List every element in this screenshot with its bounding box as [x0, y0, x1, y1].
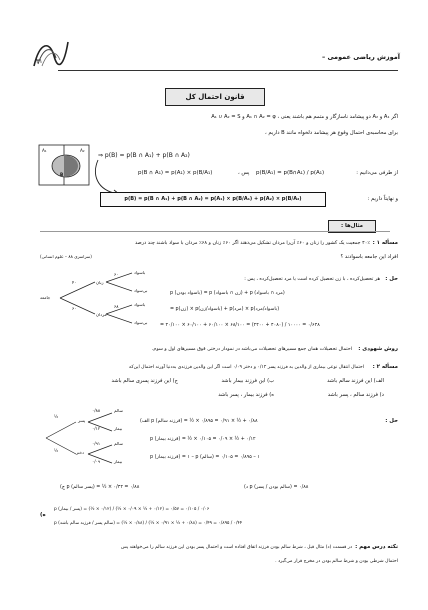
tree2-girl-sick: بیمار: [114, 459, 123, 464]
problem-2-part-b: ب) این فرزند بیمار باشد: [221, 378, 274, 384]
venn-label-a1: A₁: [42, 148, 47, 153]
solution-2-part-e: p (پسر / بیمار) = (½ × ۰/۱۲) / (½ × ۰/۱۲ + ½ × ۰/۰۹) = ۰/۰۶ / ۰/۱۰۵ = ۰/۵۷: [54, 507, 210, 512]
page-header-title: آموزش ریاضی عمومی –: [321, 53, 400, 61]
tree1-p-women-literate: ۶۰: [114, 272, 119, 277]
solution-2-part-e2: p (سالم پسر / فرزند سالم باشد) = (½ × ۰/۸۸) / (½ × ۰/۸۸ + ½ × ۰/۹۱) = ۰/۴۴ / ۰/۸۹۵ = ۰/۴۹: [54, 521, 243, 526]
formula-note: از طرفی می‌دانیم :: [356, 170, 398, 176]
tree-diagram-2: [40, 408, 123, 468]
tree1-p-men: ۶۰: [72, 306, 77, 311]
tree1-men-literate: باسواد: [134, 302, 146, 307]
tree-diagram-1: [40, 268, 150, 328]
solution-2-part-b: p (فرزند بیمار) = ½ × ۰/۱۲ + ½ × ۰/۰۹ = ۰/۱۰۵: [150, 437, 256, 442]
problem-2-part-a: الف) این فرزند سالم باشد: [327, 378, 384, 384]
solution-1-intro: هر تحصیل‌کرده ، با زن تحصیل کرده است یا مرد تحصیل‌کرده ، پس :: [244, 277, 380, 282]
tree2-p-girl-sick: ۰/۰۹: [92, 459, 101, 464]
header: [30, 48, 400, 72]
tip-line-1: در قسمت (د) مثال قبل ، شرط سالم بودن فرزند اتفاق افتاده است و احتمال پسر بودن این فرزند سالم را می‌خواهند پس: [121, 545, 352, 550]
venn-label-b: B: [60, 172, 64, 177]
tree1-p-men-literate: ۶۸: [114, 304, 119, 309]
problem-2-part-e: ه) فرزند بیمار ، پسر باشد: [218, 392, 274, 398]
formula-conditional: p(B/A₁) = p(B∩A₁) / p(A₁): [256, 170, 325, 176]
note-label: روش شهودی :: [358, 346, 398, 352]
tree2-p-girl-healthy: ۰/۹۱: [92, 441, 101, 446]
problem-1-label: مسأله ۱ :: [372, 240, 398, 246]
tip-line-2: احتمال شرطی بودن و شرط سالم بودن در مخرج قرار می‌گیرد .: [275, 559, 398, 564]
result-formula-box: [100, 192, 326, 207]
solution-1-line-3: = ۴۰/۱۰۰ × ۶۰/۱۰۰ + ۶۰/۱۰۰ × ۶۸/۱۰۰ = (۲۴۰۰ + ۴۰۸۰) / ۱۰۰۰۰ = ۰/۶۴۸: [160, 323, 320, 328]
result-formula: p(B) = p(B ∩ A₁) + p(B ∩ A₂) = p(A₁) × p(B/A₁) + p(A₂) × p(B/A₂): [124, 196, 302, 202]
problem-2-line-1: احتمال انتقال نوعی بیماری از والدین به فرزند پسر ۰/۱۲ و دختر ۰/۰۹ است اگر این والدین فرزندی به‌دنیا آورند احتمال این‌که: [129, 365, 364, 370]
tree1-women: زنان: [96, 280, 104, 285]
solution-2-part-a: (الف p (فرزند سالم) = ½ × ۰/۸۸ + ½ × ۰/۹۱ = ۰/۸۹۵: [140, 419, 258, 424]
problem-1-line-1: ۴۰٪ جمعیت یک کشور را زنان و ۶۰٪ آن‌را مردان تشکیل می‌دهند اگر ۶۰٪ زنان و ۶۸٪ مردان با سواد باشند چند درصد: [134, 240, 370, 246]
tree2-boy: پسر: [78, 418, 86, 423]
intro-line-2: برای محاسبه‌ی احتمال وقوع هر پیشامد دلخواه مانند B داریم ،: [265, 130, 398, 136]
result-note: و نهایتاً داریم :: [367, 196, 398, 202]
problem-1-line-2: افراد این جامعه باسوادند ؟: [340, 254, 398, 260]
tree1-men: مردان: [96, 312, 107, 317]
tree2-p-boy-healthy: ۰/۸۸: [92, 408, 101, 413]
formula-total-1: ⇒ p(B) = p(B ∩ A₁) + p(B ∩ A₂): [98, 152, 190, 159]
tree2-half-2: ½: [54, 448, 59, 453]
tree2-girl-healthy: سالم: [114, 441, 123, 446]
problem-2-part-c: ج) این فرزند پسری سالم باشد: [111, 378, 178, 384]
tree2-p-boy-sick: ۰/۱۲: [92, 426, 101, 431]
solution-2-part-e-label: (ه: [40, 512, 46, 518]
page-number: ۳۱: [36, 58, 43, 65]
tree2-boy-healthy: سالم: [114, 408, 123, 413]
header-divider: [58, 70, 398, 71]
solution-1-line-1: p (باسواد بودن) = p (زن ∩ باسواد) + p (مرد ∩ باسواد): [170, 291, 285, 296]
problem-2-part-d: د) فرزند سالم ، پسر باشد: [327, 392, 384, 398]
note-text: احتمال تحصیلات همان جمع مسیرهای تحصیلات می‌باشد در نمودار درختی فوق مسیرهای اول و سوم.: [151, 347, 352, 352]
problem-2-label: مسأله ۲ :: [372, 364, 398, 370]
tree2-boy-sick: بیمار: [114, 426, 123, 431]
tree1-women-literate: باسواد: [134, 270, 146, 275]
tree1-root: جامعه: [40, 295, 51, 300]
problem-1-source: (سراسری ۸۸ – علوم انسانی): [40, 254, 92, 259]
venn-label-a2: A₂: [80, 148, 85, 153]
section-title-box: [165, 88, 265, 106]
tree1-women-illiterate: بی‌سواد: [134, 288, 148, 293]
tree2-half-1: ½: [54, 414, 59, 419]
tip-label: نکته درس مهم :: [355, 544, 398, 550]
solution-2-label: حل :: [385, 418, 398, 424]
solution-2-part-b-alt: p (فرزند بیمار) = ۱ – p (سالم) = ۱ – ۰/۸۹۵ = ۰/۱۰۵: [150, 455, 260, 460]
tree1-men-illiterate: بی‌سواد: [134, 320, 148, 325]
examples-divider: [40, 231, 390, 232]
solution-1-line-2: = p(زن) × p(باسواد/زن) + p(مرد) × p(باسواد/مرد): [170, 307, 280, 312]
formula-mid-word: پس ،: [238, 170, 250, 176]
tree1-p-women: ۴۰: [72, 280, 77, 285]
section-title: قانون احتمال کل: [185, 93, 245, 101]
tree2-girl: دختر: [76, 450, 85, 455]
solution-2-part-c: (ج p (پسر سالم) = ½ × ۰/۸۸ = ۰/۴۴: [60, 485, 140, 490]
solution-1-label: حل :: [385, 276, 398, 282]
examples-header: مثال‌ها :: [340, 223, 364, 229]
solution-2-part-d: (د p (سالم بودن / پسر) = ۰/۸۸: [244, 485, 309, 490]
intro-line-1: اگر A₁ و A₂ دو پیشامد ناسازگار و متمم هم باشند یعنی ، A₁ ∩ A₂ = φ و A₁ ∪ A₂ = S: [211, 114, 398, 120]
formula-product: p(B ∩ A₁) = p(A₁) × p(B/A₁): [138, 170, 213, 176]
